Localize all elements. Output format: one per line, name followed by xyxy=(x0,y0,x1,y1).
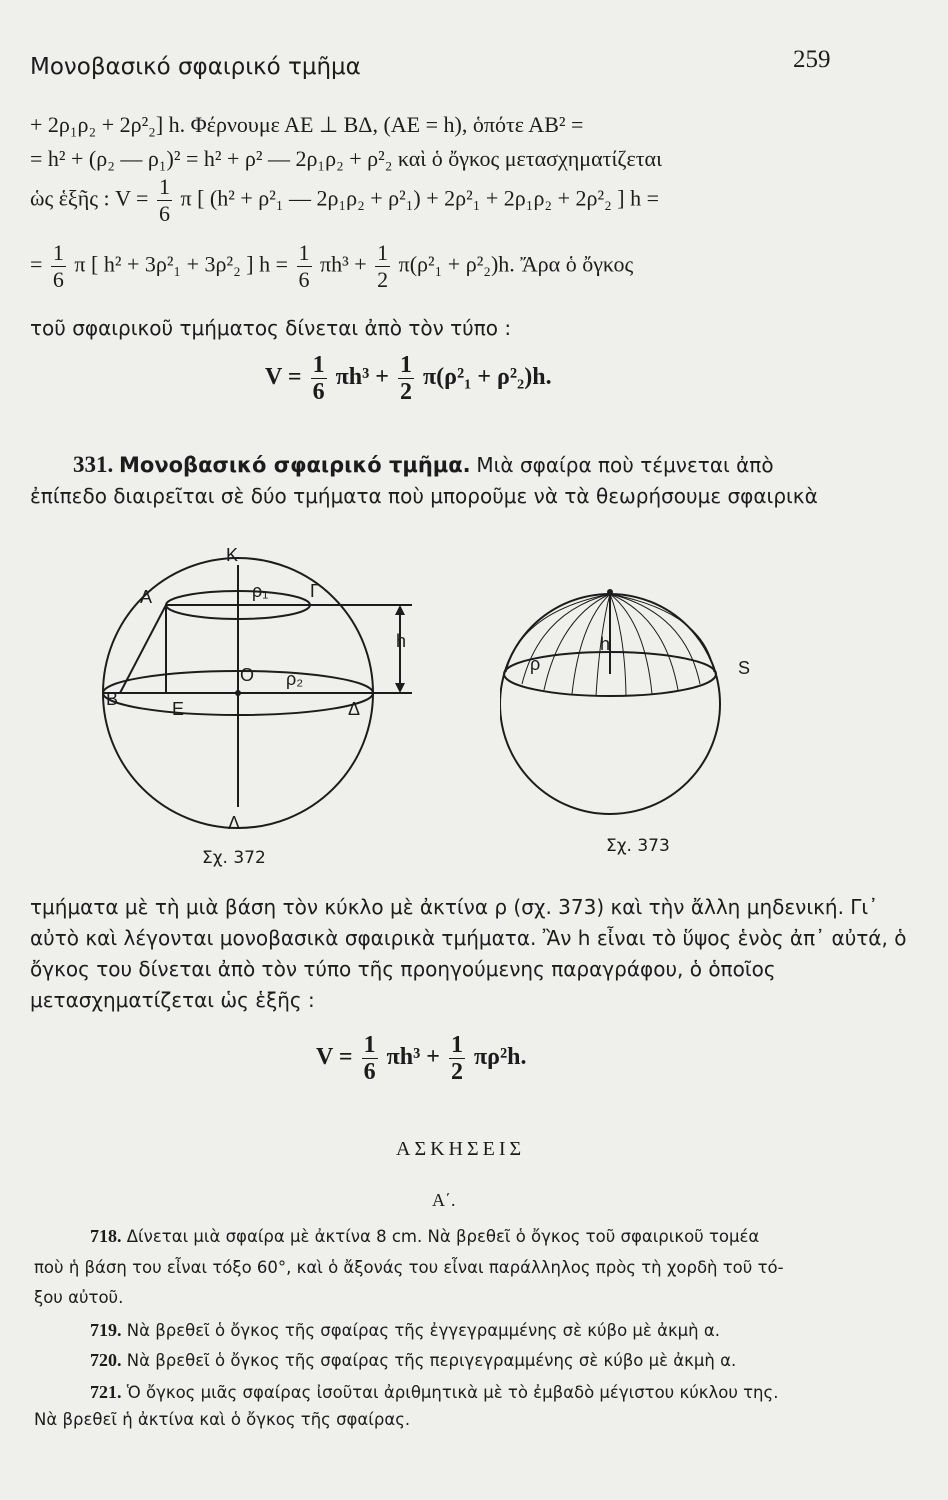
exercise-721-line-1 xyxy=(90,1382,778,1403)
segment-line-AB xyxy=(120,605,166,693)
formula-lhs: V = xyxy=(316,1044,353,1071)
fraction-numerator: 1 xyxy=(450,1032,463,1058)
height-arrow-up xyxy=(395,605,405,615)
exercise-text: Ὁ ὄγκος μιᾶς σφαίρας ἰσοῦται ἀριθμητικὰ μὲ τὸ ἐμβαδὸ μέγιστου κύκλου της. xyxy=(126,1383,779,1402)
label-rho2: ρ₂ xyxy=(286,669,304,689)
fraction-numerator: 1 xyxy=(377,240,389,265)
exercise-number: 720. xyxy=(90,1350,122,1370)
exercise-720 xyxy=(90,1350,736,1371)
exercise-718-line-1 xyxy=(90,1226,759,1247)
body-paragraph: τμήματα μὲ τὴ μιὰ βάση τὸν κύκλο μὲ ἀκτίνα ρ (σχ. 373) καὶ τὴν ἄλλη μηδενική. Γι᾿ αὐτὸ καὶ λέγονται μονοβασικὰ σφαιρικὰ τμήματα. Ἂν h εἶναι τὸ ὕψος ἑνὸς ἀπ᾿ αὐτά, ὁ ὄγκος του δίνεται ἀπὸ τὸν τύπο τῆς προηγούμενης παραγράφου, ὁ ὁποῖος μετασχηματίζεται ὡς ἑξῆς : xyxy=(30,895,907,1012)
exercise-number: 718. xyxy=(90,1226,122,1246)
derivation-line-4 xyxy=(30,240,633,293)
page-number: 259 xyxy=(793,46,831,73)
label-K: K xyxy=(226,545,239,565)
formula-segment-volume xyxy=(265,352,552,405)
fraction-denominator: 6 xyxy=(52,267,64,292)
label-h: h xyxy=(600,634,611,654)
exercise-719 xyxy=(90,1320,720,1341)
formula-term-2: πρ²h. xyxy=(473,1044,527,1071)
label-Gamma: Γ xyxy=(310,581,320,601)
label-A: A xyxy=(140,587,153,607)
fraction-denominator: 6 xyxy=(298,267,310,292)
formula-term-1: πh³ + xyxy=(335,364,389,391)
fraction-denominator: 6 xyxy=(158,201,170,226)
fraction-numerator: 1 xyxy=(312,352,325,378)
figure-372-sphere-segment xyxy=(100,545,440,835)
fraction-denominator: 2 xyxy=(377,267,389,292)
label-O: O xyxy=(240,665,255,685)
fraction-denominator: 6 xyxy=(363,1059,376,1085)
label-Lambda: Λ xyxy=(228,813,241,833)
exercise-number: 721. xyxy=(90,1382,122,1402)
height-arrow-down xyxy=(395,683,405,693)
label-Delta: Δ xyxy=(348,699,361,719)
exercise-text: Νὰ βρεθεῖ ὁ ὄγκος τῆς σφαίρας τῆς ἐγγεγραμμένης σὲ κύβο μὲ ἀκμὴ α. xyxy=(126,1321,720,1340)
label-rho: ρ xyxy=(530,654,541,674)
fraction-denominator: 2 xyxy=(399,379,412,405)
label-s: S xyxy=(738,658,751,678)
figure-373-single-base-segment xyxy=(500,572,800,842)
section-title: Μονοβασικό σφαιρικό τμῆμα. xyxy=(119,453,471,477)
derivation-line-2: = h² + (ρ₂ — ρ₁)² = h² + ρ² — 2ρ₁ρ₂ + ρ²₂ καὶ ὁ ὄγκος μετασχηματίζεται xyxy=(30,146,663,171)
fraction-denominator: 6 xyxy=(312,379,325,405)
derivation-line-4-d: π(ρ²₁ + ρ²₂)h. Ἄρα ὁ ὄγκος xyxy=(398,251,634,277)
formula-single-base-volume xyxy=(316,1032,527,1085)
formula-lhs: V = xyxy=(265,364,302,391)
label-E: E xyxy=(172,699,185,719)
fraction-numerator: 1 xyxy=(298,240,310,265)
exercise-number: 719. xyxy=(90,1320,122,1340)
fraction-numerator: 1 xyxy=(158,174,170,199)
section-heading xyxy=(73,452,774,478)
fraction-numerator: 1 xyxy=(399,352,412,378)
label-h: h xyxy=(396,631,407,651)
formula-term-2: π(ρ²₁ + ρ²₂)h. xyxy=(422,364,552,391)
exercise-text: Δίνεται μιὰ σφαίρα μὲ ἀκτίνα 8 cm. Νὰ βρεθεῖ ὁ ὄγκος τοῦ σφαιρικοῦ τομέα xyxy=(126,1227,760,1246)
formula-term-1: πh³ + xyxy=(386,1044,440,1071)
exercises-title: ΑΣΚΗΣΕΙΣ xyxy=(396,1138,526,1160)
exercise-718-line-2: ποὺ ἡ βάση του εἶναι τόξο 60°, καὶ ὁ ἄξονάς του εἶναι παράλληλος πρὸς τὴ χορδὴ τοῦ τό- xyxy=(34,1258,784,1277)
fraction-denominator: 2 xyxy=(450,1059,463,1085)
fraction-1-6 xyxy=(157,174,172,227)
fraction-1-6 xyxy=(311,352,327,405)
fraction-1-6 xyxy=(51,240,66,293)
label-rho1: ρ₁ xyxy=(252,581,269,601)
section-number: 331. xyxy=(73,452,114,477)
fraction-1-2 xyxy=(449,1032,465,1085)
derivation-line-4-b: π [ h² + 3ρ²₁ + 3ρ²₂ ] h = xyxy=(74,251,288,277)
derivation-line-4-c: πh³ + xyxy=(320,251,367,277)
derivation-line-3-suffix: π [ (h² + ρ²₁ — 2ρ₁ρ₂ + ρ²₁) + 2ρ²₁ + 2ρ₁ρ₂ + 2ρ²₂ ] h = xyxy=(180,185,659,211)
derivation-line-3-prefix: ὡς ἑξῆς : V = xyxy=(30,185,149,211)
apex-point xyxy=(607,589,613,595)
derivation-line-1: + 2ρ₁ρ₂ + 2ρ²₂] h. Φέρνουμε ΑΕ ⊥ ΒΔ, (ΑΕ = h), ὁπότε ΑΒ² = xyxy=(30,112,584,137)
fraction-1-2 xyxy=(375,240,390,293)
fraction-1-6 xyxy=(362,1032,378,1085)
fraction-1-2 xyxy=(398,352,414,405)
exercises-subtitle: Α΄. xyxy=(432,1190,456,1210)
exercise-718-line-3: ξου αὐτοῦ. xyxy=(34,1288,124,1307)
figure-372-caption: Σχ. 372 xyxy=(202,848,266,868)
fraction-numerator: 1 xyxy=(52,240,64,265)
label-B: B xyxy=(106,689,119,709)
exercise-721-line-2: Νὰ βρεθεῖ ἡ ἀκτίνα καὶ ὁ ὄγκος τῆς σφαίρας. xyxy=(34,1410,411,1429)
derivation-line-4-a: = xyxy=(30,251,43,277)
center-point xyxy=(235,690,241,696)
section-text-1: Μιὰ σφαίρα ποὺ τέμνεται ἀπὸ xyxy=(476,453,774,477)
section-text-2: ἐπίπεδο διαιρεῖται σὲ δύο τμήματα ποὺ μποροῦμε νὰ τὰ θεωρήσουμε σφαιρικὰ xyxy=(30,484,818,508)
running-header: Μονοβασικό σφαιρικό τμῆμα xyxy=(30,54,361,80)
exercise-text: Νὰ βρεθεῖ ὁ ὄγκος τῆς σφαίρας τῆς περιγεγραμμένης σὲ κύβο μὲ ἀκμὴ α. xyxy=(126,1351,737,1370)
figure-373-caption: Σχ. 373 xyxy=(606,836,670,856)
derivation-line-5: τοῦ σφαιρικοῦ τμήματος δίνεται ἀπὸ τὸν τύπο : xyxy=(30,316,512,340)
fraction-1-6 xyxy=(297,240,312,293)
fraction-numerator: 1 xyxy=(363,1032,376,1058)
derivation-line-3 xyxy=(30,174,659,227)
